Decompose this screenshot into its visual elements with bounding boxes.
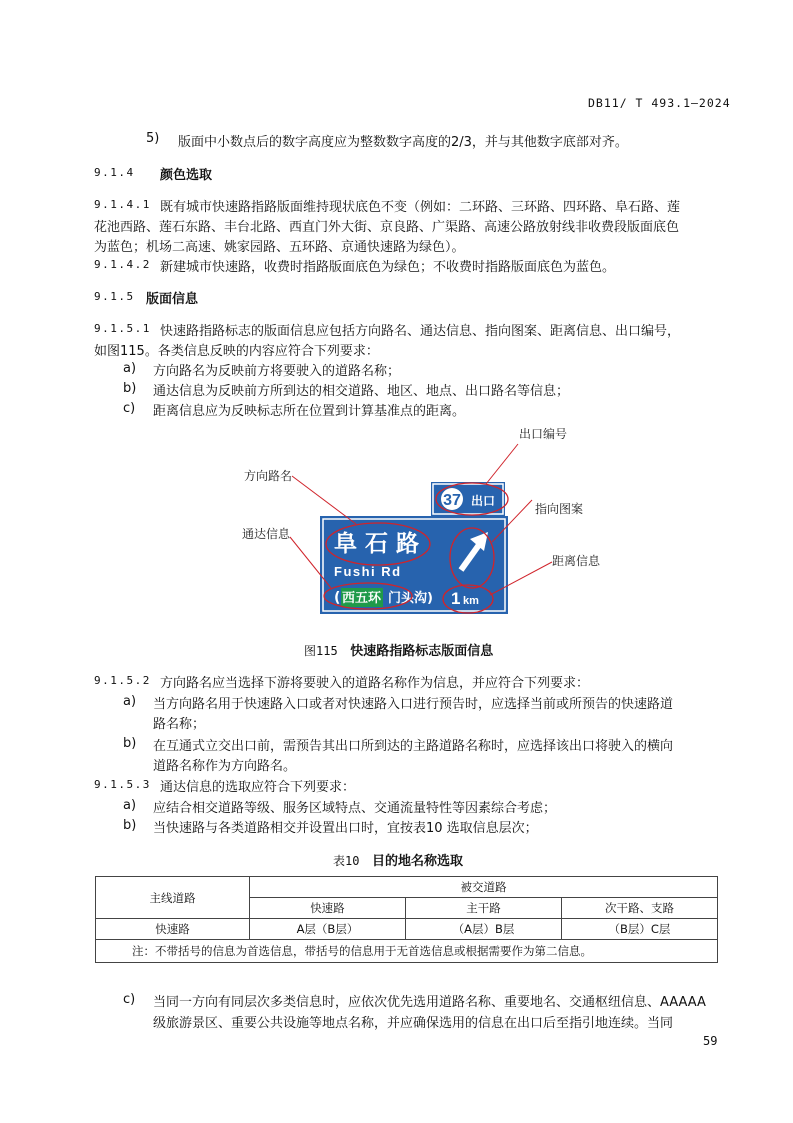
list-item-text: 在互通式立交出口前，需预告其出口所到达的主路道路名称时，应选择该出口将驶入的横向 [153, 739, 674, 754]
sign-figure [238, 420, 610, 620]
section-title: 版面信息 [146, 292, 199, 307]
clause-number: 9.1.5.3 [94, 778, 151, 791]
list-marker: b) [123, 736, 137, 751]
list-item-text: 当快速路与各类道路相交并设置出口时，宜按表10 选取信息层次； [153, 821, 538, 836]
label-arrow-pattern: 指向图案 [535, 502, 584, 516]
sign-paren-open: ( [334, 590, 341, 606]
table-note: 注：不带括号的信息为首选信息，带括号的信息用于无首选信息或根据需要作为第二信息。 [96, 940, 718, 963]
table-col-header: 主干路 [405, 898, 561, 919]
standard-code: DB11/ T 493.1—2024 [588, 96, 731, 110]
list-marker: a) [123, 694, 137, 709]
list-item-text: 通达信息为反映前方所到达的相交道路、地区、地点、出口路名等信息； [153, 384, 570, 399]
table-col-header: 快速路 [249, 898, 405, 919]
clause-number: 9.1.5.2 [94, 674, 151, 687]
figure-caption-number: 图115 [304, 644, 338, 658]
destination-selection-table [95, 876, 718, 963]
sign-distance-value: 1 [451, 589, 461, 608]
list-item-text: 路名称； [153, 717, 206, 732]
sign-road-name-en: Fushi Rd [334, 564, 402, 579]
paragraph-line: 快速路指路标志的版面信息应包括方向路名、通达信息、指向图案、距离信息、出口编号， [160, 324, 681, 339]
table-header-crossed-road: 被交道路 [249, 877, 717, 898]
page-number: 59 [703, 1034, 718, 1048]
paragraph-line: 花池西路、莲石东路、丰台北路、西直门外大街、京良路、广渠路、高速公路放射线非收费段版面底色 [94, 220, 680, 235]
paragraph-line: 为蓝色；机场二高速、姚家园路、五环路、京通快速路为绿色）。 [94, 240, 465, 255]
list-marker: 5) [146, 131, 160, 146]
sign-road-name-cn: 阜 石 路 [334, 531, 420, 557]
leader-exit-number [486, 444, 518, 484]
table-caption-text: 目的地名称选取 [371, 854, 463, 869]
label-exit-number: 出口编号 [519, 427, 568, 441]
paragraph-line: 方向路名应当选择下游将要驶入的道路名称作为信息，并应符合下列要求： [160, 676, 590, 691]
paragraph-line: 新建城市快速路，收费时指路版面底色为绿色；不收费时指路版面底色为蓝色。 [160, 260, 616, 275]
list-marker: c) [123, 992, 136, 1007]
sign-ring-road: 西五环 [342, 591, 382, 606]
clause-number: 9.1.5.1 [94, 322, 151, 335]
table-caption-number: 表10 [333, 854, 360, 868]
figure-caption-text: 快速路指路标志版面信息 [350, 644, 494, 659]
list-item-text: 方向路名为反映前方将要驶入的道路名称； [153, 364, 401, 379]
table-cell: A层（B层） [249, 919, 405, 940]
list-item-text: 级旅游景区、重要公共设施等地点名称，并应确保选用的信息在出口后至指引地连续。当同 [153, 1016, 674, 1031]
table-col-header: 次干路、支路 [561, 898, 717, 919]
list-marker: b) [123, 818, 137, 833]
label-direction-road: 方向路名 [244, 469, 293, 483]
table-cell: 快速路 [96, 919, 250, 940]
table-cell: （B层）C层 [561, 919, 717, 940]
clause-number: 9.1.4.2 [94, 258, 151, 271]
label-access-info: 通达信息 [242, 527, 291, 541]
paragraph-line: 如图115。各类信息反映的内容应符合下列要求： [94, 344, 379, 359]
section-number: 9.1.5 [94, 290, 135, 303]
table-header-main-road: 主线道路 [96, 877, 250, 919]
list-item-text: 道路名称作为方向路名。 [153, 759, 297, 774]
list-item-text: 当方向路名用于快速路入口或者对快速路入口进行预告时，应选择当前或所预告的快速路道 [153, 697, 674, 712]
list-marker: c) [123, 401, 136, 416]
list-item-text: 应结合相交道路等级、服务区域特点、交通流量特性等因素综合考虑； [153, 801, 557, 816]
list-item-text: 当同一方向有同层次多类信息时，应依次优先选用道路名称、重要地名、交通枢纽信息、AAAAA [153, 995, 706, 1010]
clause-number: 9.1.4.1 [94, 198, 151, 211]
list-marker: a) [123, 361, 137, 376]
list-marker: a) [123, 798, 137, 813]
list-marker: b) [123, 381, 137, 396]
exit-number: 37 [443, 492, 461, 509]
list-item-text: 版面中小数点后的数字高度应为整数数字高度的2/3，并与其他数字底部对齐。 [178, 135, 628, 150]
list-item-text: 距离信息应为反映标志所在位置到计算基准点的距离。 [153, 404, 466, 419]
paragraph-line: 既有城市快速路指路版面维持现状底色不变（例如：二环路、三环路、四环路、阜石路、莲 [160, 200, 681, 215]
section-number: 9.1.4 [94, 166, 135, 179]
table-cell: （A层）B层 [405, 919, 561, 940]
label-distance-info: 距离信息 [552, 554, 601, 568]
section-title: 颜色选取 [160, 168, 213, 183]
sign-access-place: 门头沟) [388, 591, 433, 606]
table-row [96, 919, 718, 940]
paragraph-line: 通达信息的选取应符合下列要求： [160, 780, 356, 795]
exit-text: 出口 [471, 494, 496, 508]
sign-distance-unit: km [463, 595, 479, 607]
